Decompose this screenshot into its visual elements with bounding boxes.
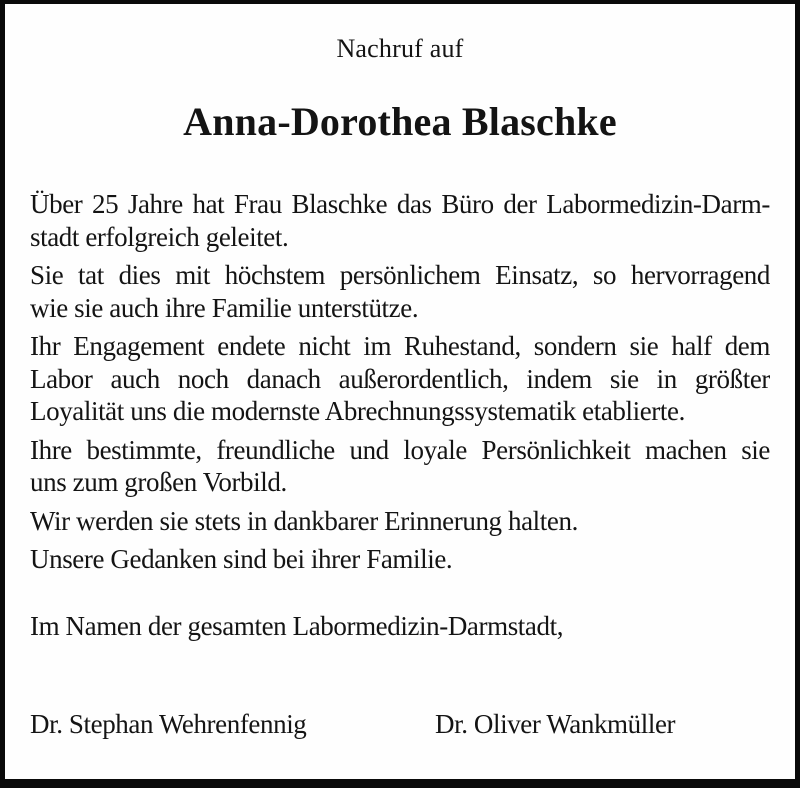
- paragraph-line: Unsere Gedanken sind bei ihrer Familie.: [30, 544, 453, 574]
- paragraph-line: uns zum großen Vorbild.: [30, 467, 287, 497]
- paragraph: [30, 543, 770, 576]
- paragraph-line: stadt erfolgreich geleitet.: [30, 221, 289, 252]
- obituary-header: Nachruf auf: [336, 34, 464, 63]
- paragraph-line: Sie tat dies mit höchstem persönlichem Einsatz, so hervorragend: [30, 260, 770, 290]
- signature-stephan-wehrenfennig: Dr. Stephan Wehrenfennig: [30, 709, 307, 739]
- obituary-body: [30, 188, 770, 576]
- paragraph-line: Ihre bestimmte, freundliche und loyale Persönlichkeit machen sie: [30, 434, 770, 465]
- paragraph: [30, 434, 770, 499]
- signature-oliver-wankmueller: Dr. Oliver Wankmüller: [435, 709, 676, 739]
- paragraph-line: wie sie auch ihre Familie unterstütze.: [30, 292, 419, 323]
- paragraph-line: Labor auch noch danach außerordentlich, indem sie in größter: [30, 363, 770, 394]
- deceased-name-title: Anna-Dorothea Blaschke: [183, 99, 617, 144]
- paragraph: [30, 330, 770, 428]
- closing-line: Im Namen der gesamten Labormedizin-Darmstadt,: [30, 610, 564, 641]
- paragraph: [30, 259, 770, 324]
- paragraph-line: Ihr Engagement endete nicht im Ruhestand, sondern sie half dem: [30, 331, 770, 361]
- paragraph-line: Über 25 Jahre hat Frau Blaschke das Büro der Labormedizin-Darm-: [30, 189, 770, 219]
- obituary-content: [5, 34, 795, 741]
- paragraph: [30, 188, 770, 253]
- paragraph-line: Loyalität uns die modernste Abrechnungssystematik etablierte.: [30, 396, 685, 426]
- paragraph-line: Wir werden sie stets in dankbarer Erinnerung halten.: [30, 505, 578, 536]
- signature-row: [30, 708, 770, 741]
- paragraph: [30, 505, 770, 538]
